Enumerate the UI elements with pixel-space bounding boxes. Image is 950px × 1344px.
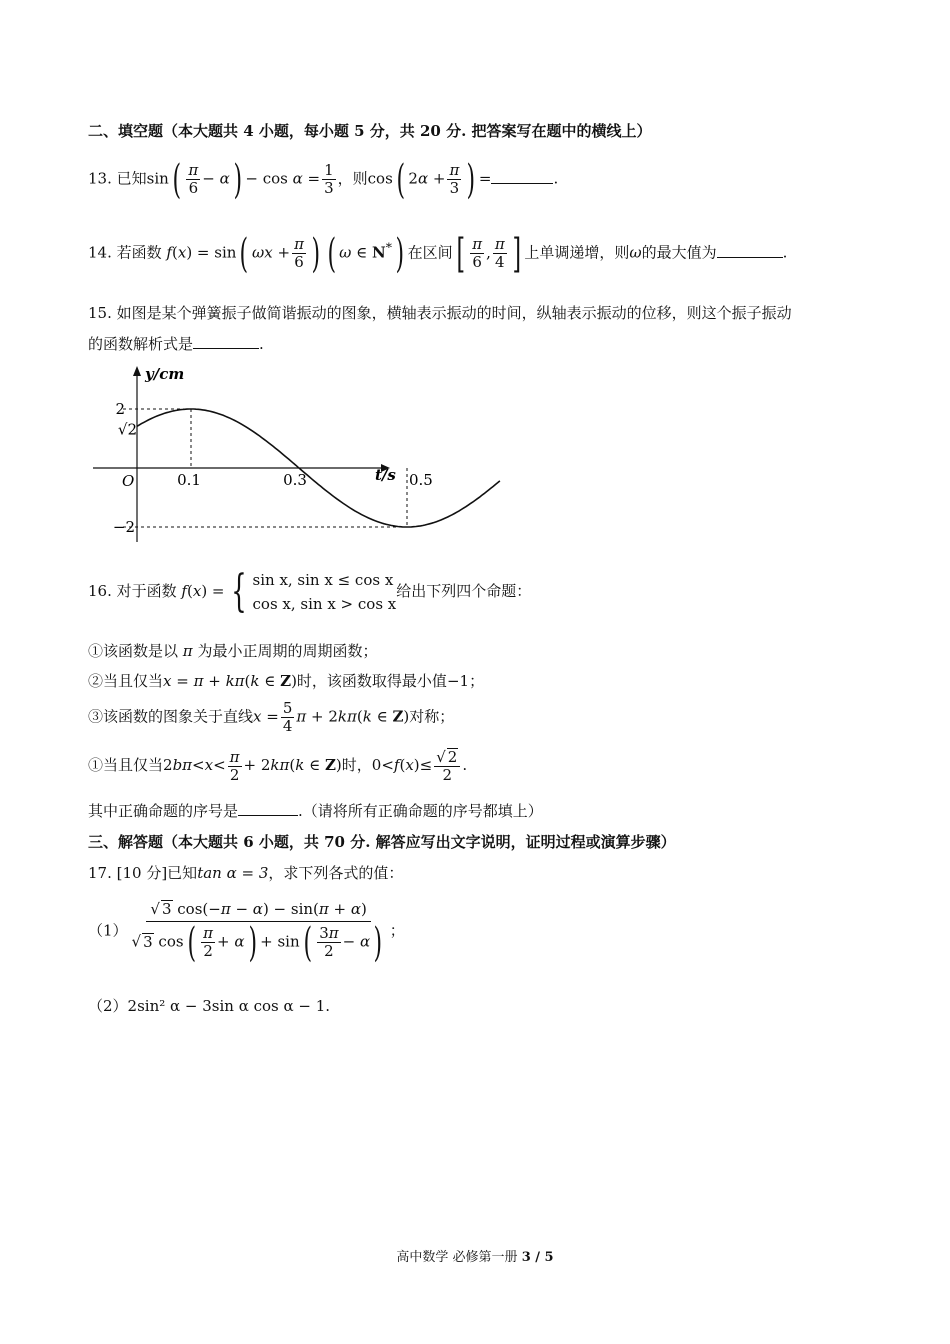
question-14: 14. 若函数 f(x) = sin( ωx + $\frac{\pi}{6}$ ) ( ω ∈ N*) 在区间[ $\frac{\pi}{6}$ , $\frac{\pi}{4}$ ] 上单调递增，则ω的最大值为 . bbox=[88, 230, 788, 277]
y-tick-label: 2 bbox=[115, 400, 125, 418]
x-tick-label: 0.1 bbox=[177, 471, 201, 489]
y-tick-label: √2 bbox=[117, 420, 137, 439]
question-15-line2: 的函数解析式是 . bbox=[88, 335, 264, 353]
question-16: 16. 对于函数 f(x) = { sin x, sin x ≤ cos x cos x, sin x > cos x 给出下列四个命题： bbox=[88, 566, 532, 617]
question-15-line1: 15. 如图是某个弹簧振子做简谐振动的图象，横轴表示振动的时间，纵轴表示振动的位移，则这个振子振动 bbox=[88, 304, 792, 322]
section-2-title: 二、填空题（本大题共 4 小题，每小题 5 分，共 20 分. 把答案写在题中的横线上） bbox=[88, 122, 652, 140]
q13-answer-blank[interactable] bbox=[491, 171, 553, 184]
page-footer: 高中数学 必修第一册 3 / 5 bbox=[396, 1250, 554, 1265]
oscillation-graph bbox=[85, 362, 433, 547]
q17-part-1: （1） √ 3 cos(−π − α) − sin(π + α) √ 3 cos( $\frac{\pi}{2}$ + α) + sin( $\frac{3\pi}{2}$ − α) ； bbox=[88, 900, 405, 966]
q16-answer-line: 其中正确命题的序号是 .（请将所有正确命题的序号都填上） bbox=[88, 802, 543, 820]
case-2: cos x, sin x > cos x bbox=[252, 595, 397, 613]
proposition-3: ③该函数的图象关于直线x = $\frac{5}{4}$ π + 2kπ(k ∈ Z)对称； bbox=[88, 699, 455, 735]
proposition-4: ①当且仅当2bπ<x< $\frac{\pi}{2}$ + 2kπ(k ∈ Z)时，0<f(x)≤ $\frac{√ 2}{2}$ . bbox=[88, 747, 468, 784]
q17-part2-expression: 2sin² α − 3sin α cos α − 1. bbox=[127, 997, 331, 1015]
y-axis-arrow bbox=[133, 366, 141, 376]
question-17: 17. [10 分]已知tan α = 3，求下列各式的值： bbox=[88, 864, 404, 882]
y-axis-label: y/cm bbox=[145, 365, 185, 383]
proposition-1: ①该函数是以 π 为最小正周期的周期函数； bbox=[88, 642, 378, 660]
y-tick-label: −2 bbox=[112, 518, 135, 536]
page-number: 3 / 5 bbox=[521, 1250, 554, 1265]
q15-answer-blank[interactable] bbox=[193, 336, 259, 349]
q17-condition: tan α = 3 bbox=[197, 864, 269, 882]
q13-number: 13. bbox=[88, 169, 112, 188]
case-1: sin x, sin x ≤ cos x bbox=[252, 571, 394, 589]
x-tick-label: 0.5 bbox=[409, 471, 433, 489]
q17-part-2: （2）2sin² α − 3sin α cos α − 1. bbox=[88, 997, 331, 1015]
x-axis-label: t/s bbox=[375, 466, 396, 484]
origin-label: O bbox=[122, 472, 135, 490]
proposition-2: ②当且仅当x = π + kπ(k ∈ Z)时，该函数取得最小值−1； bbox=[88, 672, 485, 690]
q16-answer-blank[interactable] bbox=[238, 803, 298, 816]
x-tick-label: 0.3 bbox=[283, 471, 307, 489]
q14-answer-blank[interactable] bbox=[717, 245, 783, 258]
section-3-title: 三、解答题（本大题共 6 小题，共 70 分. 解答应写出文字说明，证明过程或演算步骤） bbox=[88, 833, 676, 851]
q13-sep: ，则 bbox=[337, 169, 368, 188]
q14-number: 14. bbox=[88, 243, 112, 262]
q14-prefix: 若函数 bbox=[116, 243, 162, 262]
q13-prefix: 已知 bbox=[116, 169, 147, 188]
question-13: 13. 已知sin( $\frac{\pi}{6}$ − α) − cos α = $\frac{1}{3}$ ，则cos( 2α + $\frac{\pi}{3}$ ) = . bbox=[88, 156, 559, 203]
